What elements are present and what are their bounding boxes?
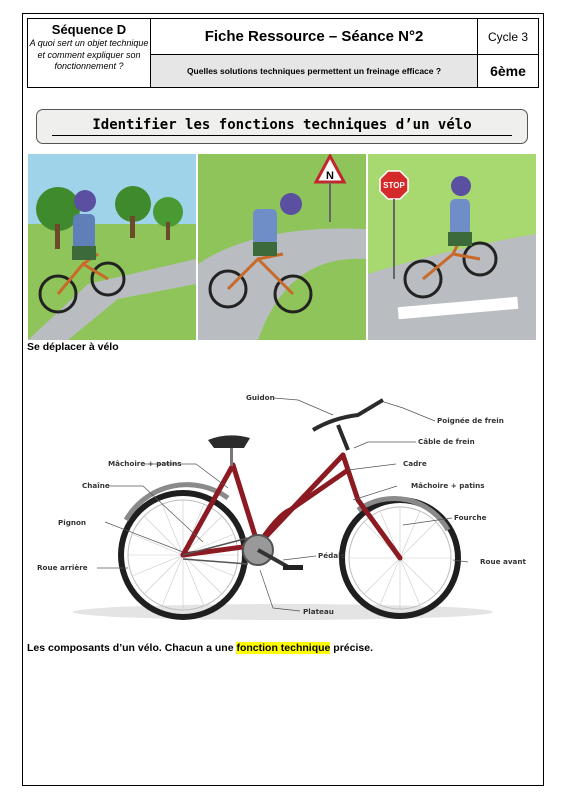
header-table — [27, 18, 539, 88]
sign-text-n: N — [326, 170, 334, 182]
illustration-panel-2 — [198, 154, 366, 340]
caption-text-before: Les composants d’un vélo. Chacun a une — [27, 642, 237, 654]
section-title: Identifier les fonctions techniques d’un vélo — [52, 117, 511, 136]
label-cadre: Cadre — [403, 459, 427, 468]
label-poignee-frein: Poignée de frein — [437, 416, 504, 425]
label-pignon: Pignon — [58, 518, 87, 527]
components-caption — [27, 642, 373, 654]
label-cable-frein: Câble de frein — [418, 437, 475, 446]
label-fourche: Fourche — [454, 513, 487, 522]
label-machoire-avant: Mâchoire + patins — [411, 481, 485, 490]
title-cell — [151, 19, 478, 87]
sign-text-stop: STOP — [383, 181, 405, 190]
illustrations-caption: Se déplacer à vélo — [27, 341, 119, 353]
highlighted-term: fonction technique — [236, 642, 331, 654]
label-plateau: Plateau — [303, 607, 334, 616]
bike-diagram — [28, 370, 536, 630]
illustration-panel-3 — [368, 154, 536, 340]
section-banner — [36, 109, 528, 144]
label-pedale: Pédale — [318, 551, 346, 560]
level-cell — [478, 19, 538, 87]
illustration-strip — [28, 154, 536, 340]
illustration-panel-1 — [28, 154, 196, 340]
sequence-cell — [28, 19, 151, 87]
label-roue-arriere: Roue arrière — [37, 563, 88, 572]
grade-label: 6ème — [490, 63, 526, 79]
label-guidon: Guidon — [246, 393, 275, 402]
handlebar — [313, 400, 383, 450]
sequence-subtitle: A quoi sert un objet technique et comment expliquer son fonctionnement ? — [29, 38, 149, 71]
sequence-title: Séquence D — [51, 22, 127, 37]
guiding-question: Quelles solutions techniques permettent un freinage efficace ? — [151, 55, 477, 87]
caption-text-after: précise. — [330, 642, 374, 654]
sheet-title: Fiche Ressource – Séance N°2 — [151, 19, 477, 55]
label-chaine: Chaîne — [82, 481, 110, 490]
label-machoire-arriere: Mâchoire + patins — [108, 459, 182, 468]
cycle-label: Cycle 3 — [478, 19, 538, 55]
saddle — [208, 435, 250, 448]
label-roue-avant: Roue avant — [480, 557, 526, 566]
